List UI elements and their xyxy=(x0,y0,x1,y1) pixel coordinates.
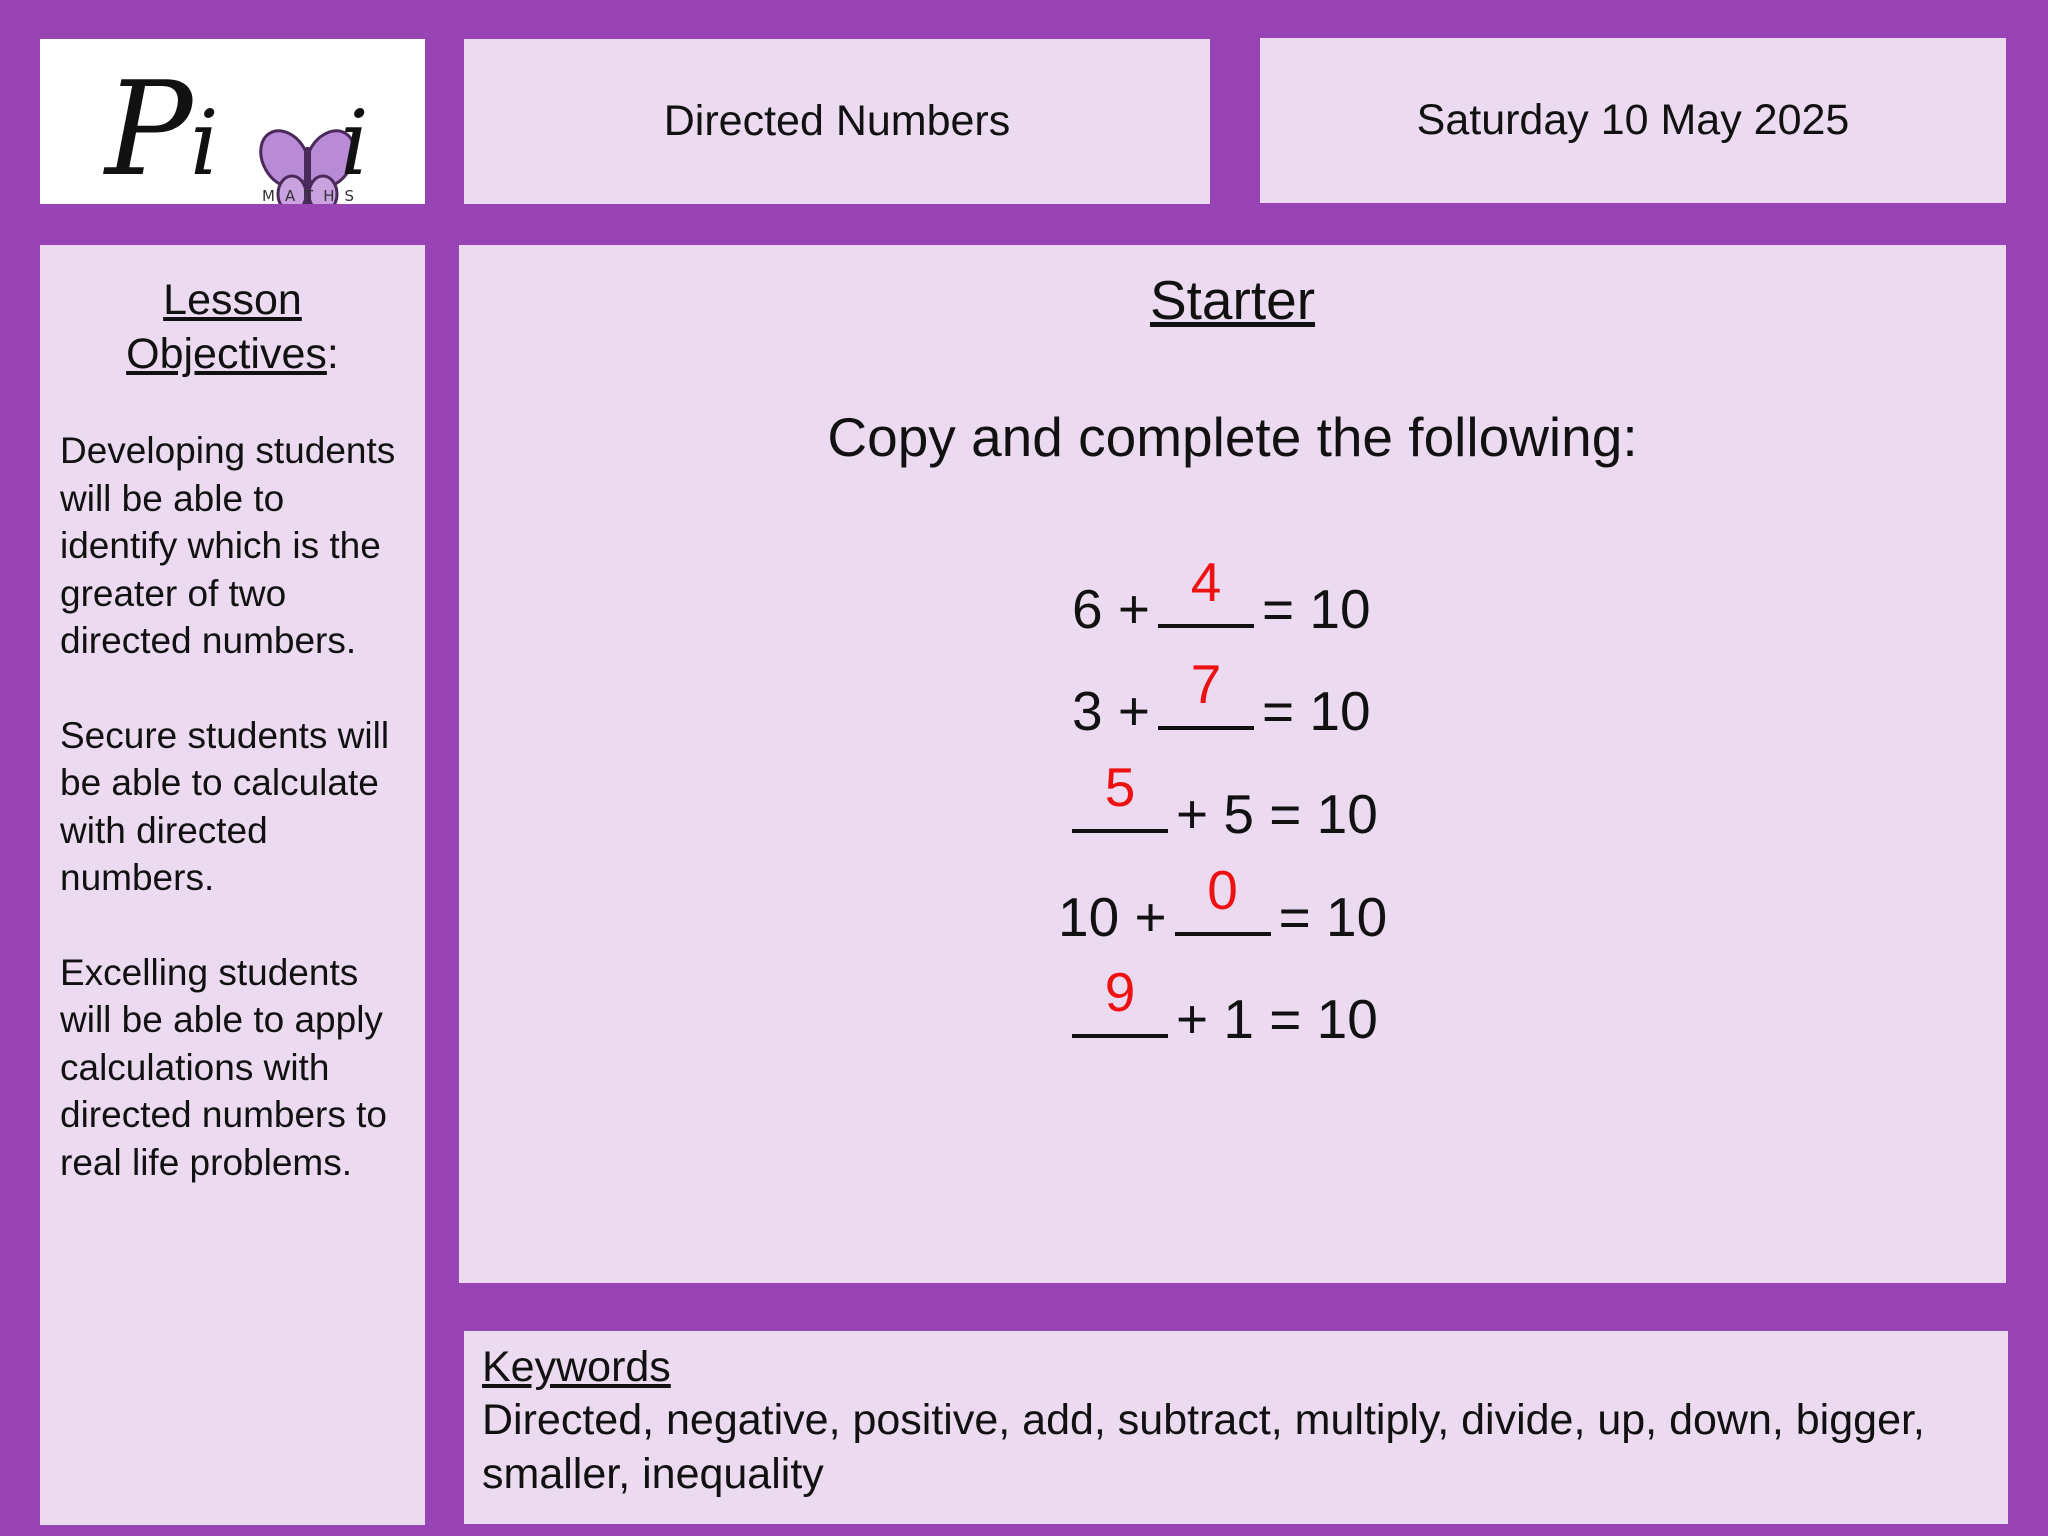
equation-row xyxy=(1072,551,1371,640)
logo-letter-p: P xyxy=(105,53,193,204)
keywords-heading: Keywords xyxy=(482,1343,671,1391)
lesson-title-panel xyxy=(464,39,1210,204)
equation-right-term: + 5 = 10 xyxy=(1176,783,1378,845)
equation-row xyxy=(1072,653,1371,742)
lesson-objectives-panel xyxy=(40,245,425,1525)
answer-value: 9 xyxy=(1104,961,1136,1023)
logo-letter-final-i: i xyxy=(340,91,369,196)
equation-left-term: 3 + xyxy=(1072,680,1150,742)
answer-value: 0 xyxy=(1207,859,1238,921)
equation-row xyxy=(1064,961,1378,1050)
equation-right-term: = 10 xyxy=(1262,680,1371,742)
equation-left-term: 6 + xyxy=(1072,578,1150,640)
date-panel xyxy=(1260,38,2006,203)
logo-subtext: MATHS xyxy=(262,187,365,204)
starter-instruction: Copy and complete the following: xyxy=(827,406,1638,468)
equation-right-term: = 10 xyxy=(1278,886,1388,948)
objectives-heading-colon: : xyxy=(326,330,339,378)
answer-value: 5 xyxy=(1104,756,1136,818)
answer-blank xyxy=(1158,653,1254,730)
equation-row xyxy=(1058,859,1388,948)
starter-panel xyxy=(459,245,2006,1283)
answer-blank xyxy=(1175,859,1271,936)
objective-secure: Secure students will be able to calculate with directed numbers. xyxy=(60,714,390,898)
objectives-heading-line1: Lesson xyxy=(163,276,302,324)
equation-left-term: 10 + xyxy=(1058,886,1167,948)
objectives-heading-line2: Objectives xyxy=(126,330,327,378)
pixi-maths-logo xyxy=(40,39,425,204)
starter-title: Starter xyxy=(1149,269,1316,331)
lesson-date: Saturday 10 May 2025 xyxy=(1416,96,1850,144)
answer-value: 4 xyxy=(1190,551,1222,613)
keywords-panel xyxy=(464,1331,2008,1524)
answer-blank xyxy=(1158,551,1254,628)
logo-letter-i: i xyxy=(190,91,219,196)
answer-blank xyxy=(1072,756,1168,833)
objective-excelling: Excelling students will be able to apply calculations with directed numbers to real life problems. xyxy=(60,951,388,1183)
answer-blank xyxy=(1072,961,1168,1038)
logo-graphic xyxy=(40,39,425,204)
keywords-list: Directed, negative, positive, add, subtract, multiply, divide, up, down, bigger, smaller, inequality xyxy=(482,1396,1925,1498)
lesson-title: Directed Numbers xyxy=(663,97,1011,145)
equation-row xyxy=(1064,756,1378,845)
equation-right-term: + 1 = 10 xyxy=(1176,988,1378,1050)
objective-developing: Developing students will be able to identify which is the greater of two directed numbers. xyxy=(60,430,396,661)
equation-right-term: = 10 xyxy=(1262,578,1371,640)
answer-value: 7 xyxy=(1190,653,1222,715)
objectives-heading xyxy=(60,273,405,381)
